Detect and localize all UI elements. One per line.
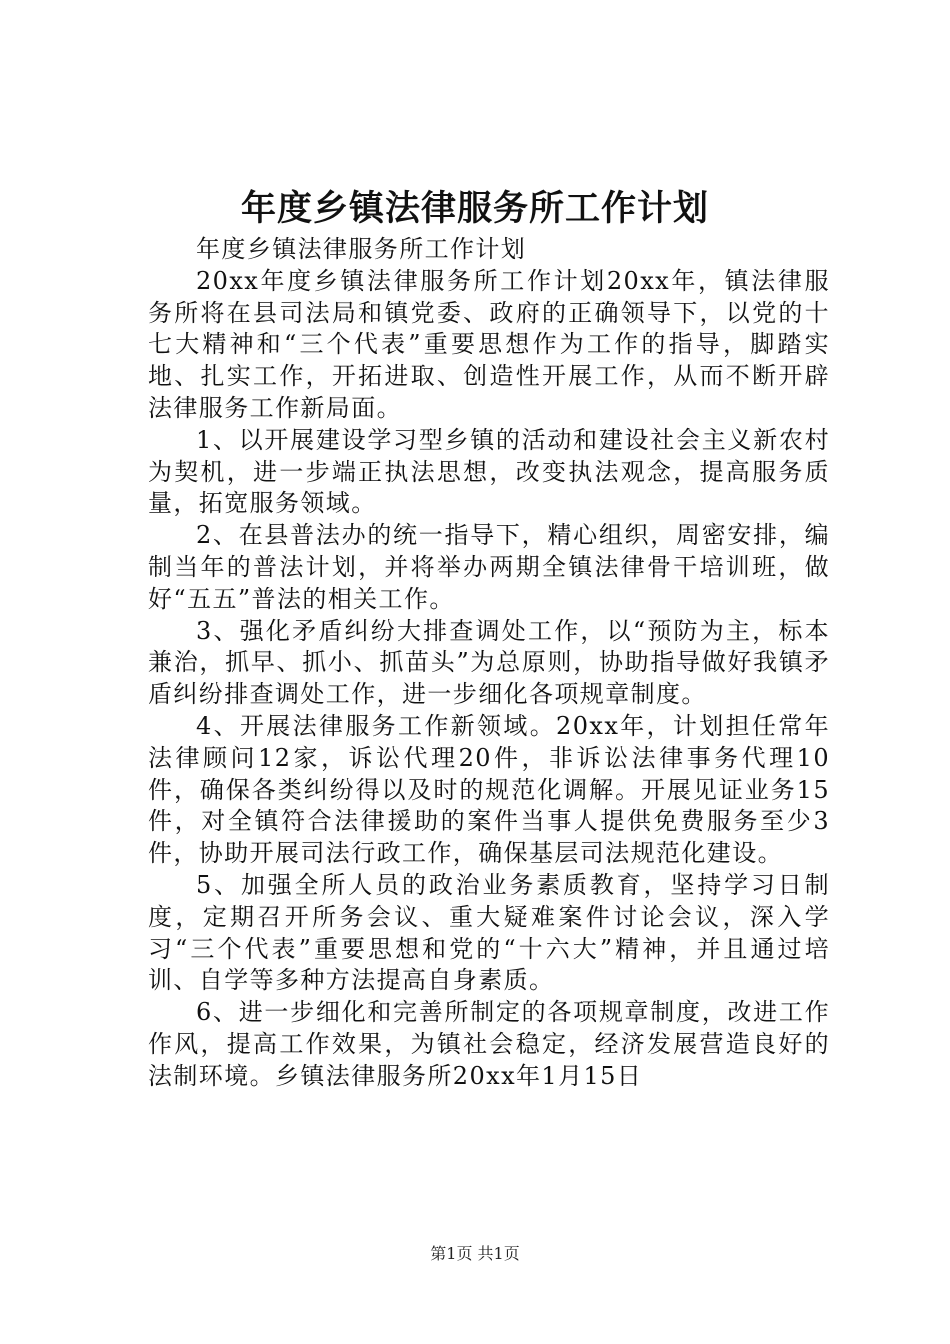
page-title: 年度乡镇法律服务所工作计划 <box>240 188 709 229</box>
item-paragraph-1: 1、以开展建设学习型乡镇的活动和建设社会主义新农村为契机，进一步端正执法思想，改变执法观念，提高服务质量，拓宽服务领域。 <box>148 425 830 518</box>
intro-paragraph: 20xx年度乡镇法律服务所工作计划20xx年，镇法律服务所将在县司法局和镇党委、政府的正确领导下，以党的十七大精神和“三个代表”重要思想作为工作的指导，脚踏实地、扎实工作，开拓进取、创造性开展工作，从而不断开辟法律服务工作新局面。 <box>148 266 830 422</box>
item-paragraph-2: 2、在县普法办的统一指导下，精心组织，周密安排，编制当年的普法计划，并将举办两期全镇法律骨干培训班，做好“五五”普法的相关工作。 <box>148 521 830 613</box>
item-paragraph-5: 5、加强全所人员的政治业务素质教育，坚持学习日制度，定期召开所务会议、重大疑难案件讨论会议，深入学习“三个代表”重要思想和党的“十六大”精神，并且通过培训、自学等多种方法提高自身素质。 <box>148 870 830 995</box>
page-footer: 第1页 共1页 <box>430 1244 520 1263</box>
document-body <box>148 234 830 1093</box>
subtitle-paragraph: 年度乡镇法律服务所工作计划 <box>196 235 527 263</box>
item-paragraph-3: 3、强化矛盾纠纷大排查调处工作，以“预防为主，标本兼治，抓早、抓小、抓苗头”为总原则，协助指导做好我镇矛盾纠纷排查调处工作，进一步细化各项规章制度。 <box>148 616 830 709</box>
item-paragraph-4: 4、开展法律服务工作新领域。20xx年，计划担任常年法律顾问12家，诉讼代理20件，非诉讼法律事务代理10件，确保各类纠纷得以及时的规范化调解。开展见证业务15件，对全镇符合法律援助的案件当事人提供免费服务至少3件，协助开展司法行政工作，确保基层司法规范化建设。 <box>148 711 830 868</box>
item-paragraph-6: 6、进一步细化和完善所制定的各项规章制度，改进工作作风，提高工作效果，为镇社会稳定，经济发展营造良好的法制环境。乡镇法律服务所20xx年1月15日 <box>148 998 830 1090</box>
